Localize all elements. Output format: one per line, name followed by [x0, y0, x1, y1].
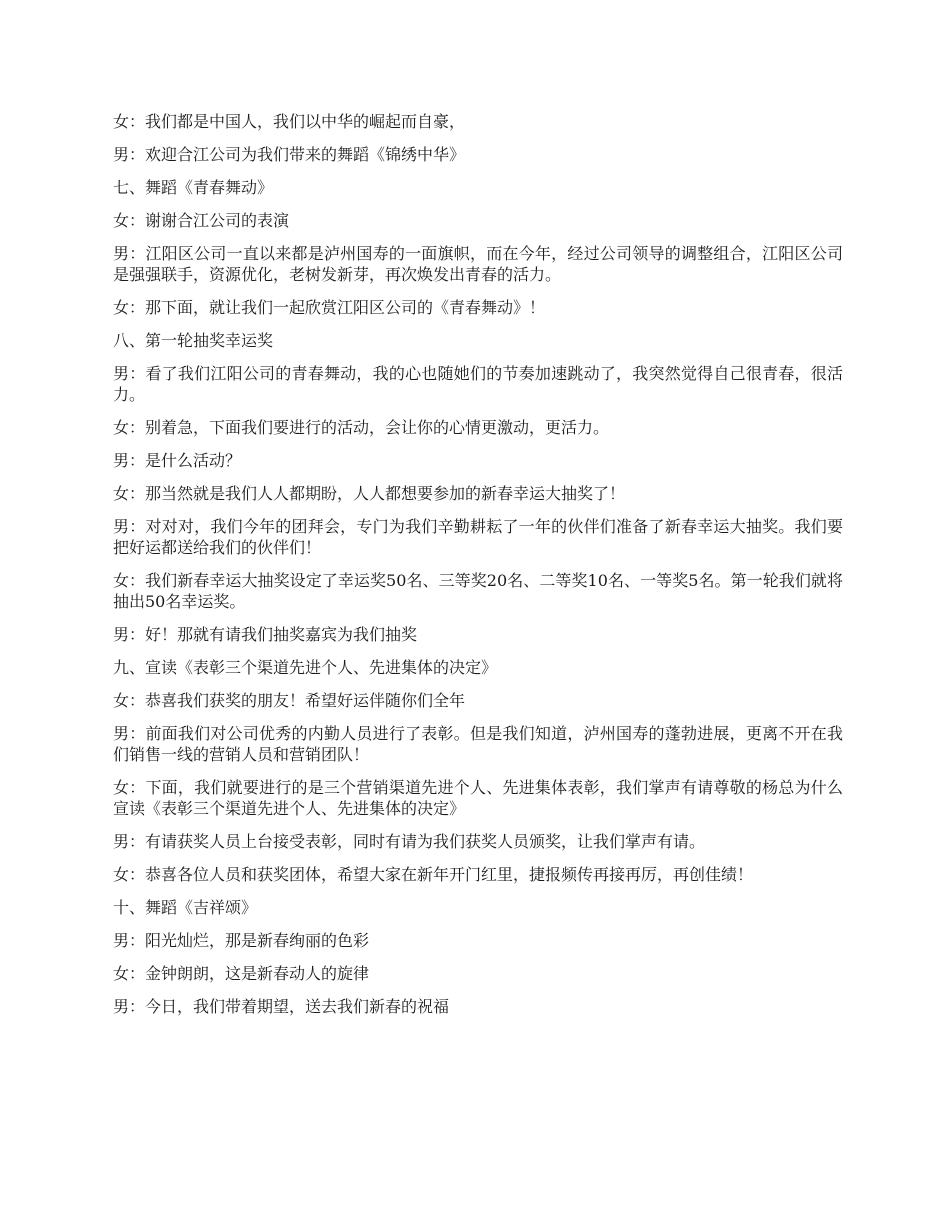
- dialogue-line: 男：前面我们对公司优秀的内勤人员进行了表彰。但是我们知道，泸州国寿的蓬勃进展，更离不开在我们销售一线的营销人员和营销团队！: [113, 724, 843, 764]
- section-heading: 七、舞蹈《青春舞动》: [113, 178, 274, 197]
- dialogue-line: 女：下面，我们就要进行的是三个营销渠道先进个人、先进集体表彰，我们掌声有请尊敬的杨总为什么宣读《表彰三个渠道先进个人、先进集体的决定》: [113, 778, 843, 818]
- dialogue-line: 男：对对对，我们今年的团拜会，专门为我们辛勤耕耘了一年的伙伴们准备了新春幸运大抽奖。我们要把好运都送给我们的伙伴们！: [113, 517, 843, 557]
- dialogue-line: 女：我们都是中国人，我们以中华的崛起而自豪，: [113, 112, 466, 131]
- dialogue-line: 女：那当然就是我们人人都期盼，人人都想要参加的新春幸运大抽奖了！: [113, 484, 626, 503]
- dialogue-line: 女：我们新春幸运大抽奖设定了幸运奖50名、三等奖20名、二等奖10名、一等奖5名。第一轮我们就将抽出50名幸运奖。: [113, 571, 843, 611]
- dialogue-line: 女：恭喜我们获奖的朋友！希望好运伴随你们全年: [113, 691, 466, 710]
- dialogue-line: 男：看了我们江阳公司的青春舞动，我的心也随她们的节奏加速跳动了，我突然觉得自己很青春，很活力。: [113, 364, 843, 404]
- document-body: [113, 111, 843, 1029]
- dialogue-line: 男：好！那就有请我们抽奖嘉宾为我们抽奖: [113, 625, 418, 644]
- dialogue-line: 男：今日，我们带着期望，送去我们新春的祝福: [113, 997, 450, 1016]
- section-heading: 九、宣读《表彰三个渠道先进个人、先进集体的决定》: [113, 658, 498, 677]
- dialogue-line: 男：有请获奖人员上台接受表彰，同时有请为我们获奖人员颁奖，让我们掌声有请。: [113, 832, 706, 851]
- dialogue-line: 男：江阳区公司一直以来都是泸州国寿的一面旗帜，而在今年，经过公司领导的调整组合，江阳区公司是强强联手，资源优化，老树发新芽，再次焕发出青春的活力。: [113, 244, 843, 284]
- dialogue-line: 男：是什么活动？: [113, 451, 242, 470]
- dialogue-line: 女：别着急，下面我们要进行的活动，会让你的心情更激动，更活力。: [113, 418, 610, 437]
- dialogue-line: 女：那下面，就让我们一起欣赏江阳区公司的《青春舞动》！: [113, 298, 546, 317]
- dialogue-line: 女：金钟朗朗，这是新春动人的旋律: [113, 964, 370, 983]
- section-heading: 十、舞蹈《吉祥颂》: [113, 898, 258, 917]
- section-heading: 八、第一轮抽奖幸运奖: [113, 331, 274, 350]
- dialogue-line: 女：谢谢合江公司的表演: [113, 211, 290, 230]
- dialogue-line: 女：恭喜各位人员和获奖团体，希望大家在新年开门红里，捷报频传再接再厉，再创佳绩！: [113, 865, 754, 884]
- dialogue-line: 男：阳光灿烂，那是新春绚丽的色彩: [113, 931, 370, 950]
- dialogue-line: 男：欢迎合江公司为我们带来的舞蹈《锦绣中华》: [113, 145, 466, 164]
